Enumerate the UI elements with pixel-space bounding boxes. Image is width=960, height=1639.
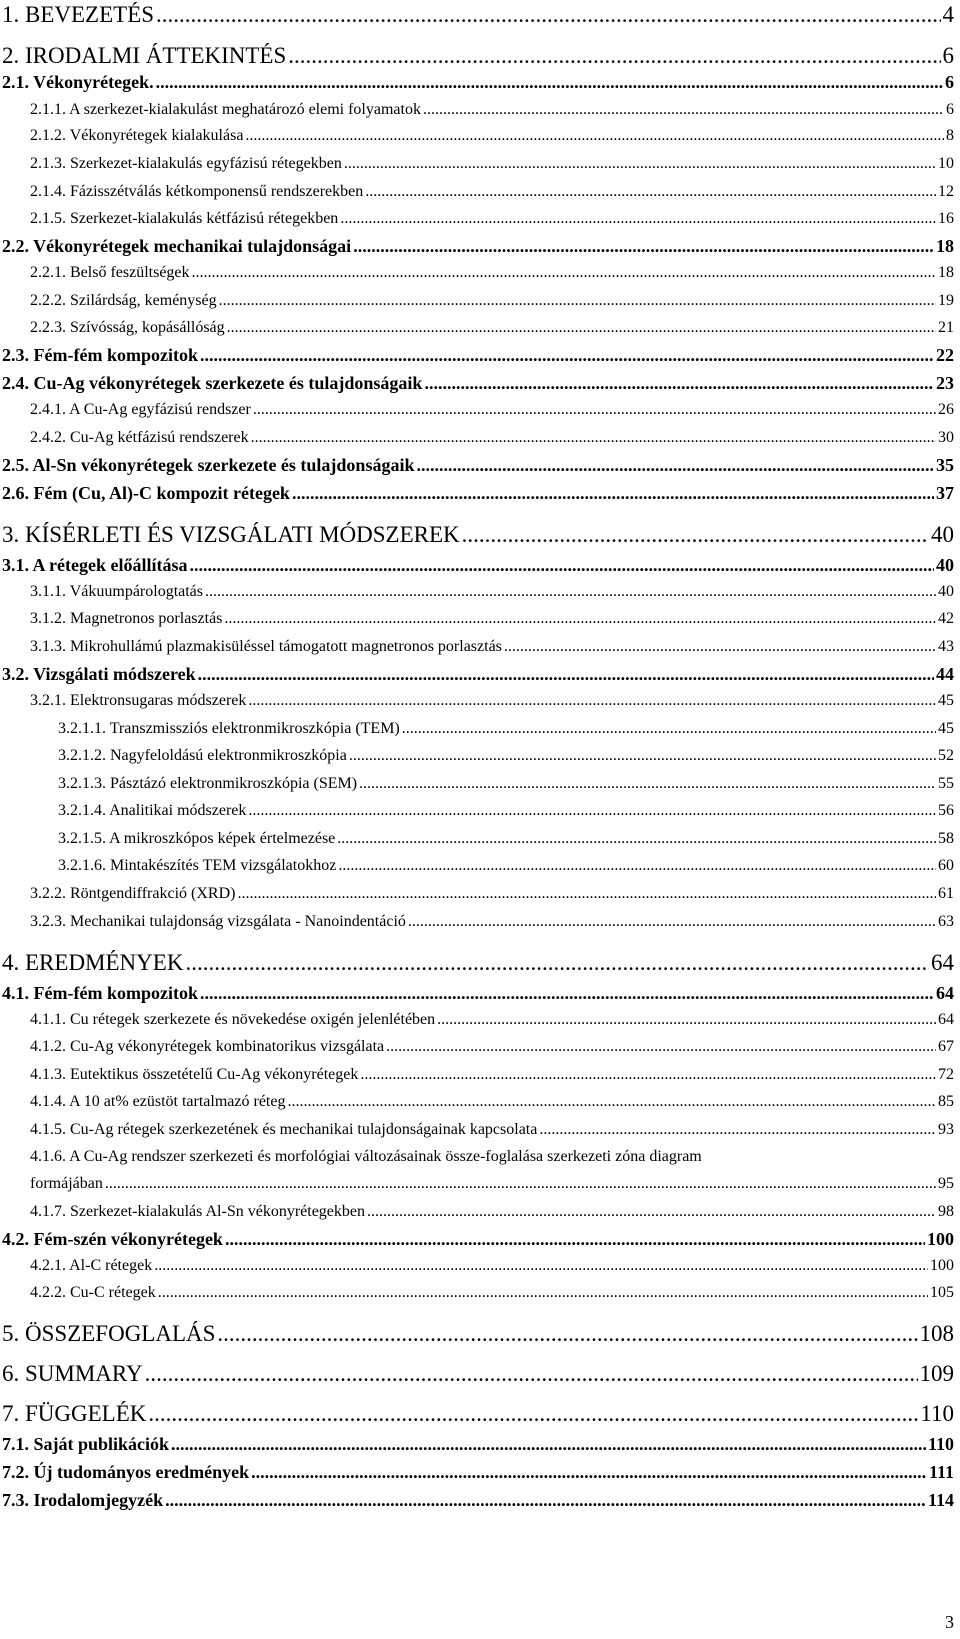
- toc-label: 1. BEVEZETÉS: [2, 2, 155, 27]
- toc-page: 56: [938, 802, 954, 819]
- toc-page: 37: [936, 483, 954, 503]
- toc-page: 4: [942, 2, 954, 27]
- toc-label: 3.1.1. Vákuumpárologtatás: [30, 583, 204, 600]
- toc-label: 2.1. Vékonyrétegek.: [2, 72, 154, 92]
- toc-label: 4.1.5. Cu-Ag rétegek szerkezetének és mechanikai tulajdonságainak kapcsolata: [30, 1121, 538, 1138]
- toc-page: 6: [946, 101, 954, 118]
- toc-entry[interactable]: [30, 155, 954, 173]
- toc-page: 26: [938, 401, 954, 418]
- page-number: 3: [945, 1612, 954, 1632]
- toc-label: 2.1.3. Szerkezet-kialakulás egyfázisú rétegekben: [30, 155, 342, 172]
- toc-page: 40: [936, 555, 954, 575]
- toc-label: 2.2. Vékonyrétegek mechanikai tulajdonságai: [2, 236, 352, 256]
- toc-label: 6. SUMMARY: [2, 1361, 143, 1386]
- toc-page: 108: [919, 1321, 954, 1346]
- toc-entry[interactable]: [2, 455, 954, 476]
- toc-entry[interactable]: [58, 775, 954, 793]
- toc-label: 2.2.3. Szívósság, kopásállóság: [30, 319, 225, 336]
- toc-label: 4.2. Fém-szén vékonyrétegek: [2, 1229, 223, 1249]
- toc-entry[interactable]: [30, 210, 954, 228]
- toc-page: 6: [942, 43, 954, 68]
- toc-entry[interactable]: [2, 345, 954, 366]
- toc-label: 2.1.2. Vékonyrétegek kialakulása: [30, 127, 244, 144]
- toc-label: 7.3. Irodalomjegyzék: [2, 1490, 164, 1510]
- toc-entry[interactable]: [2, 522, 954, 548]
- toc-label: 3.2. Vizsgálati módszerek: [2, 664, 196, 684]
- toc-page: 30: [938, 429, 954, 446]
- toc-entry[interactable]: [30, 913, 954, 931]
- toc-label: 2.5. Al-Sn vékonyrétegek szerkezete és tulajdonságaik: [2, 455, 415, 475]
- toc-entry[interactable]: [2, 1229, 954, 1250]
- toc-page: 111: [928, 1462, 954, 1482]
- toc-entry[interactable]: [2, 1490, 954, 1511]
- toc-label: 2. IRODALMI ÁTTEKINTÉS: [2, 43, 287, 68]
- toc-page: 45: [938, 720, 954, 737]
- toc-entry[interactable]: [2, 43, 954, 69]
- toc-page: 10: [938, 155, 954, 172]
- toc-label: 3.2.1.4. Analitikai módszerek: [58, 802, 247, 819]
- toc-label: 2.3. Fém-fém kompozitok: [2, 345, 198, 365]
- toc-label: 2.4.1. A Cu-Ag egyfázisú rendszer: [30, 401, 251, 418]
- toc-page: 18: [938, 264, 954, 281]
- toc-page: 21: [938, 319, 954, 336]
- toc-entry[interactable]: [58, 857, 954, 875]
- toc-page: 35: [936, 455, 954, 475]
- toc-entry[interactable]: [30, 583, 954, 601]
- toc-entry[interactable]: [2, 983, 954, 1004]
- toc-entry[interactable]: [30, 319, 954, 337]
- toc-entry[interactable]: [30, 1121, 954, 1139]
- toc-entry[interactable]: [30, 401, 954, 419]
- toc-page: 58: [938, 830, 954, 847]
- toc-entry[interactable]: [2, 1401, 954, 1427]
- toc-label: 4.2.1. Al-C rétegek: [30, 1257, 153, 1274]
- toc-page: 93: [938, 1121, 954, 1138]
- toc-entry[interactable]: [30, 1203, 954, 1221]
- toc-entry[interactable]: [2, 236, 954, 257]
- toc-label: 2.1.4. Fázisszétválás kétkomponensű rendszerekben: [30, 183, 364, 200]
- toc-label: 4. EREDMÉNYEK: [2, 950, 184, 975]
- toc-entry[interactable]: [30, 183, 954, 201]
- toc-entry[interactable]: [30, 638, 954, 656]
- toc-page: 16: [938, 210, 954, 227]
- toc-label: 2.1.5. Szerkezet-kialakulás kétfázisú rétegekben: [30, 210, 339, 227]
- toc-entry[interactable]: [30, 692, 954, 710]
- toc-label: 3.1.3. Mikrohullámú plazmakisüléssel támogatott magnetronos porlasztás: [30, 638, 502, 655]
- toc-page: 19: [938, 292, 954, 309]
- toc-entry[interactable]: [30, 1011, 954, 1029]
- toc-entry[interactable]: [30, 292, 954, 310]
- toc-page: 114: [927, 1490, 954, 1510]
- toc-entry[interactable]: [58, 720, 954, 738]
- toc-entry[interactable]: [30, 1066, 954, 1084]
- toc-label: 3.2.1.2. Nagyfeloldású elektronmikroszkópia: [58, 747, 347, 764]
- toc-page: 60: [938, 857, 954, 874]
- toc-entry[interactable]: [30, 264, 954, 282]
- toc-page: 64: [931, 950, 954, 975]
- toc-entry[interactable]: [30, 1038, 954, 1056]
- toc-entry[interactable]: [2, 664, 954, 685]
- toc-entry-line1[interactable]: 4.1.6. A Cu-Ag rendszer szerkezeti és morfológiai változásainak össze-foglalása szerkezeti zóna diagram: [30, 1148, 702, 1165]
- toc-label: 3.1. A rétegek előállítása: [2, 555, 188, 575]
- toc-entry[interactable]: [30, 1284, 954, 1302]
- toc-page: 67: [938, 1038, 954, 1055]
- toc-label: 4.1.7. Szerkezet-kialakulás Al-Sn vékonyrétegekben: [30, 1203, 365, 1220]
- toc-label: 3.2.1.5. A mikroszkópos képek értelmezése: [58, 830, 336, 847]
- toc-entry[interactable]: [30, 610, 954, 628]
- toc-page: 95: [938, 1175, 954, 1192]
- toc-label: 3.2.1.3. Pásztázó elektronmikroszkópia (SEM): [58, 775, 358, 792]
- toc-page: 12: [938, 183, 954, 200]
- toc-page: 23: [936, 373, 954, 393]
- toc-entry[interactable]: [2, 950, 954, 976]
- toc-label: 3. KÍSÉRLETI ÉS VIZSGÁLATI MÓDSZEREK: [2, 522, 460, 547]
- toc-page: 52: [938, 747, 954, 764]
- toc-label: 3.2.1.6. Mintakészítés TEM vizsgálatokhoz: [58, 857, 337, 874]
- toc-page: 110: [927, 1434, 954, 1454]
- toc-label: 5. ÖSSZEFOGLALÁS: [2, 1321, 216, 1346]
- toc-page: 85: [938, 1093, 954, 1110]
- toc-label: 7.1. Saját publikációk: [2, 1434, 170, 1454]
- toc-page: 98: [938, 1203, 954, 1220]
- toc-page: 40: [938, 583, 954, 600]
- toc-page: 44: [936, 664, 954, 684]
- toc-page: 100: [927, 1229, 954, 1249]
- toc-page: 6: [945, 72, 954, 92]
- toc-label: 3.1.2. Magnetronos porlasztás: [30, 610, 223, 627]
- toc-entry[interactable]: [2, 72, 954, 93]
- toc-label: 4.1.3. Eutektikus összetételű Cu-Ag vékonyrétegek: [30, 1066, 359, 1083]
- toc-entry[interactable]: [58, 802, 954, 820]
- toc-entry[interactable]: [2, 483, 954, 504]
- toc-label: 2.4.2. Cu-Ag kétfázisú rendszerek: [30, 429, 249, 446]
- toc-entry[interactable]: [30, 429, 954, 447]
- toc-label: 7. FÜGGELÉK: [2, 1401, 147, 1426]
- toc-label: 2.4. Cu-Ag vékonyrétegek szerkezete és tulajdonságaik: [2, 373, 423, 393]
- toc-page: 61: [938, 885, 954, 902]
- toc-entry[interactable]: [2, 1361, 954, 1387]
- toc-label: 2.6. Fém (Cu, Al)-C kompozit rétegek: [2, 483, 290, 503]
- toc-label: 3.2.2. Röntgendiffrakció (XRD): [30, 885, 236, 902]
- toc-label: 2.2.1. Belső feszültségek: [30, 264, 190, 281]
- toc-label: 2.1.1. A szerkezet-kialakulást meghatározó elemi folyamatok: [30, 101, 421, 118]
- toc-entry[interactable]: [58, 830, 954, 848]
- toc-entry[interactable]: [30, 127, 954, 145]
- toc-page: 72: [938, 1066, 954, 1083]
- toc-entry[interactable]: [2, 1321, 954, 1347]
- toc-label: 4.2.2. Cu-C rétegek: [30, 1284, 156, 1301]
- toc-entry[interactable]: [2, 2, 954, 28]
- toc-page: 42: [938, 610, 954, 627]
- toc-entry[interactable]: [30, 1175, 954, 1193]
- toc-label: 2.2.2. Szilárdság, keménység: [30, 292, 217, 309]
- toc-page: 100: [930, 1257, 954, 1274]
- toc-page: 63: [938, 913, 954, 930]
- toc-entry[interactable]: [30, 101, 954, 119]
- toc-page: 64: [936, 983, 954, 1003]
- toc-entry[interactable]: [30, 1093, 954, 1111]
- toc-label: 3.2.3. Mechanikai tulajdonság vizsgálata - Nanoindentáció: [30, 913, 406, 930]
- toc-entry[interactable]: [30, 885, 954, 903]
- toc-page: 8: [946, 127, 954, 144]
- toc-page: 43: [938, 638, 954, 655]
- toc-page: 109: [919, 1361, 954, 1386]
- toc-entry[interactable]: [2, 555, 954, 576]
- toc-page: 105: [930, 1284, 954, 1301]
- toc-page: 64: [938, 1011, 954, 1028]
- toc-label: 4.1. Fém-fém kompozitok: [2, 983, 198, 1003]
- toc-label: 4.1.1. Cu rétegek szerkezete és növekedése oxigén jelenlétében: [30, 1011, 436, 1028]
- toc-page: 18: [936, 236, 954, 256]
- toc-label: 4.1.2. Cu-Ag vékonyrétegek kombinatorikus vizsgálata: [30, 1038, 385, 1055]
- toc-label: 3.2.1.1. Transzmissziós elektronmikroszkópia (TEM): [58, 720, 400, 737]
- toc-label: 7.2. Új tudományos eredmények: [2, 1462, 250, 1482]
- toc-label: 3.2.1. Elektronsugaras módszerek: [30, 692, 247, 709]
- toc-page: 110: [920, 1401, 954, 1426]
- toc-page: 55: [938, 775, 954, 792]
- toc-entry[interactable]: [2, 1462, 954, 1483]
- toc-entry[interactable]: [58, 747, 954, 765]
- toc-label: 4.1.4. A 10 at% ezüstöt tartalmazó réteg: [30, 1093, 286, 1110]
- toc-entry[interactable]: [2, 373, 954, 394]
- toc-page: 45: [938, 692, 954, 709]
- toc-page: 40: [931, 522, 954, 547]
- toc-page: 22: [936, 345, 954, 365]
- toc-entry[interactable]: [30, 1257, 954, 1275]
- toc-entry[interactable]: [2, 1434, 954, 1455]
- toc-label: formájában: [30, 1175, 103, 1192]
